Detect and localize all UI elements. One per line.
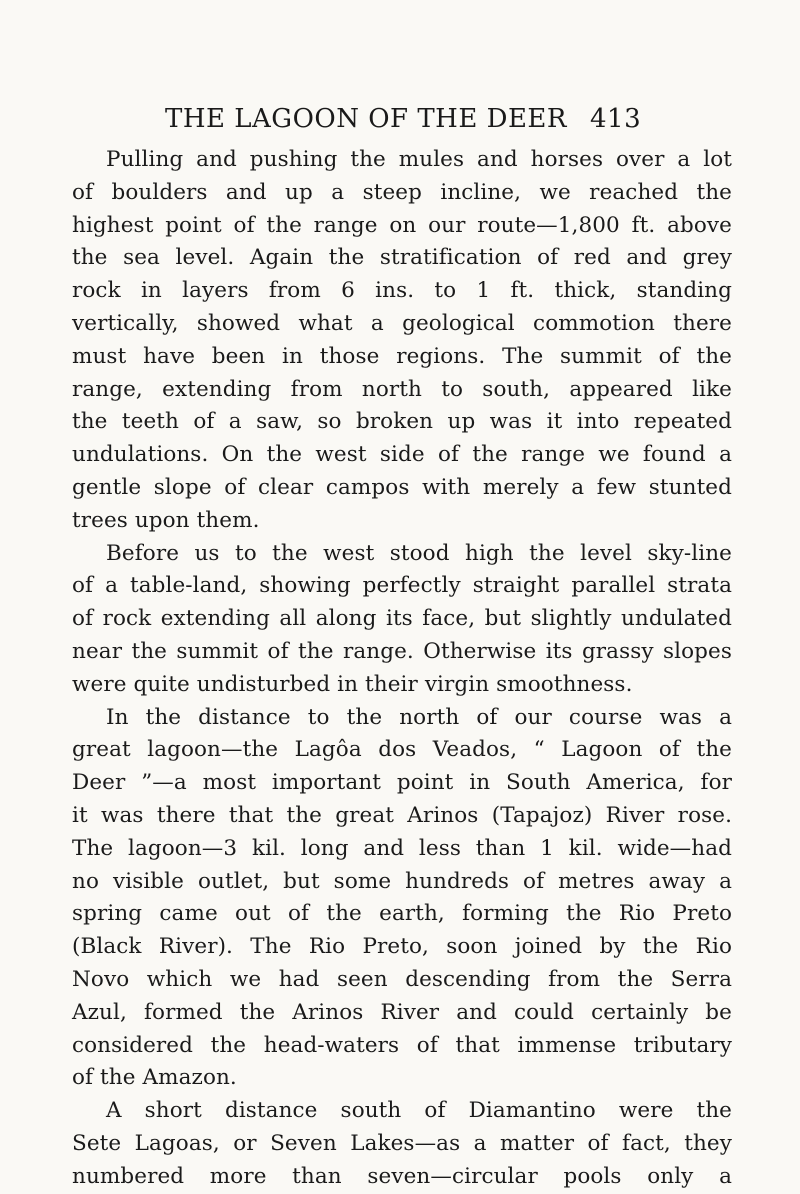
text-line: trees upon them.: [72, 507, 260, 533]
text-line: the teeth of a saw, so broken up was it into repeated: [72, 409, 732, 435]
text-line: Azul, formed the Arinos River and could certainly be: [72, 999, 732, 1025]
text-line: were quite undisturbed in their virgin smoothness.: [72, 671, 633, 697]
text-line: it was there that the great Arinos (Tapajoz) River rose.: [72, 802, 732, 828]
text-line: of boulders and up a steep incline, we reached the: [72, 179, 732, 205]
text-line: rock in layers from 6 ins. to 1 ft. thick, standing: [72, 278, 732, 304]
page-number: 413: [590, 104, 642, 134]
text-line: must have been in those regions. The summit of the: [72, 343, 732, 369]
running-head: [0, 104, 800, 144]
text-line: of the Amazon.: [72, 1065, 237, 1091]
text-line: numbered more than seven—circular pools only a: [72, 1163, 732, 1189]
running-title: THE LAGOON OF THE DEER: [165, 104, 567, 134]
text-line: The lagoon—3 kil. long and less than 1 kil. wide—had: [72, 835, 732, 861]
text-line: great lagoon—the Lagôa dos Veados, “ Lagoon of the: [72, 737, 732, 763]
text-line: spring came out of the earth, forming the Rio Preto: [72, 901, 732, 927]
text-line: In the distance to the north of our course was a: [106, 704, 732, 730]
text-line: highest point of the range on our route—1,800 ft. above: [72, 212, 732, 238]
text-line: Before us to the west stood high the level sky-line: [106, 540, 732, 566]
text-line: considered the head-waters of that immense tributary: [72, 1032, 732, 1058]
text-line: of a table-land, showing perfectly straight parallel strata: [72, 573, 732, 599]
text-line: Deer ”—a most important point in South America, for: [72, 770, 732, 796]
text-line: A short distance south of Diamantino were the: [106, 1098, 732, 1124]
text-line: Novo which we had seen descending from the Serra: [72, 966, 732, 992]
text-line: the sea level. Again the stratification of red and grey: [72, 245, 732, 271]
body-text: [72, 144, 732, 1194]
text-line: Sete Lagoas, or Seven Lakes—as a matter of fact, they: [72, 1130, 732, 1156]
text-line: Pulling and pushing the mules and horses over a lot: [106, 147, 732, 172]
text-line: undulations. On the west side of the range we found a: [72, 442, 732, 468]
text-line: (Black River). The Rio Preto, soon joined by the Rio: [72, 934, 732, 960]
text-line: no visible outlet, but some hundreds of metres away a: [72, 868, 732, 894]
text-line: vertically, showed what a geological commotion there: [72, 310, 732, 336]
text-line: gentle slope of clear campos with merely a few stunted: [72, 474, 732, 500]
text-line: of rock extending all along its face, but slightly undulated: [72, 606, 732, 632]
text-line: range, extending from north to south, appeared like: [72, 376, 732, 402]
text-line: near the summit of the range. Otherwise its grassy slopes: [72, 638, 732, 664]
